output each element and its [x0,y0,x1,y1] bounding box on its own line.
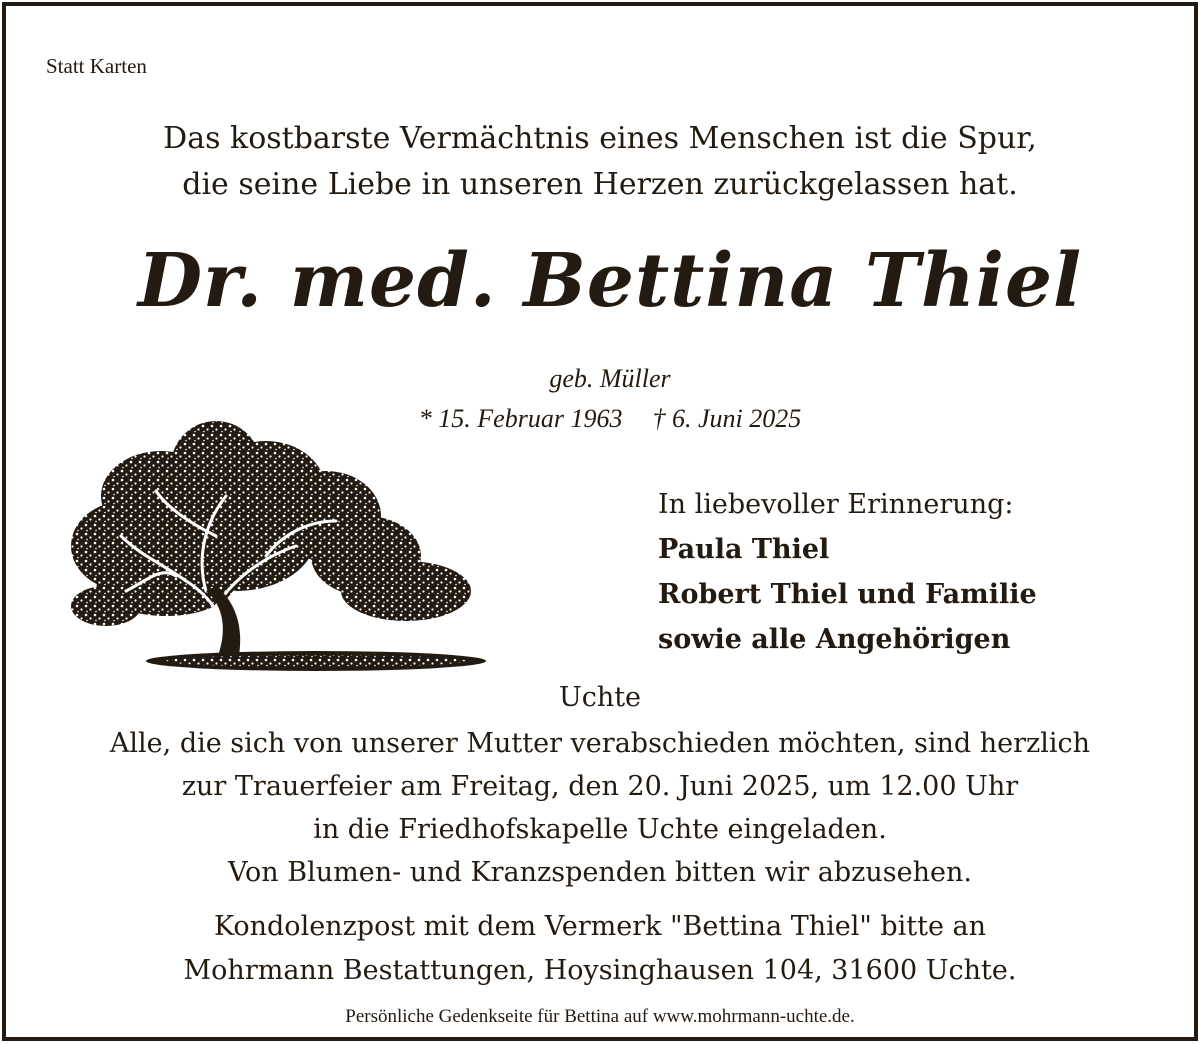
mourners-block [658,482,1037,662]
memorial-website-note: Persönliche Gedenkseite für Bettina auf www.mohrmann-uchte.de. [345,1006,855,1027]
mourners-intro: In liebevoller Erinnerung: [658,489,1014,520]
birth-date: * 15. Februar 1963 [418,404,623,433]
motto-quote [6,116,1194,208]
invitation-line: in die Friedhofskapelle Uchte eingeladen. [313,814,887,845]
condolence-line: Kondolenzpost mit dem Vermerk "Bettina Thiel" bitte an [213,911,987,942]
ceremony-invitation [6,722,1194,894]
deceased-name: Dr. med. Bettina Thiel [137,238,1083,324]
invitation-line: Alle, die sich von unserer Mutter verabschieden möchten, sind herzlich [109,728,1091,759]
condolence-line: Mohrmann Bestattungen, Hoysinghausen 104, 31600 Uchte. [183,955,1017,986]
mourner-name: Paula Thiel [658,534,830,565]
header-note: Statt Karten [46,54,147,78]
motto-line: die seine Liebe in unseren Herzen zurückgelassen hat. [182,167,1018,202]
mourner-name: sowie alle Angehörigen [658,624,1011,655]
death-date: † 6. Juni 2025 [652,404,802,433]
tree-icon [66,406,486,676]
invitation-line: zur Trauerfeier am Freitag, den 20. Juni 2025, um 12.00 Uhr [181,771,1019,802]
mourner-name: Robert Thiel und Familie [658,579,1037,610]
birth-name: geb. Müller [549,364,671,393]
condolence-block [6,905,1194,993]
invitation-line: Von Blumen- und Kranzspenden bitten wir abzusehen. [228,857,972,888]
obituary-card [2,2,1198,1041]
motto-line: Das kostbarste Vermächtnis eines Menschen ist die Spur, [163,121,1037,156]
ceremony-town: Uchte [558,682,642,713]
